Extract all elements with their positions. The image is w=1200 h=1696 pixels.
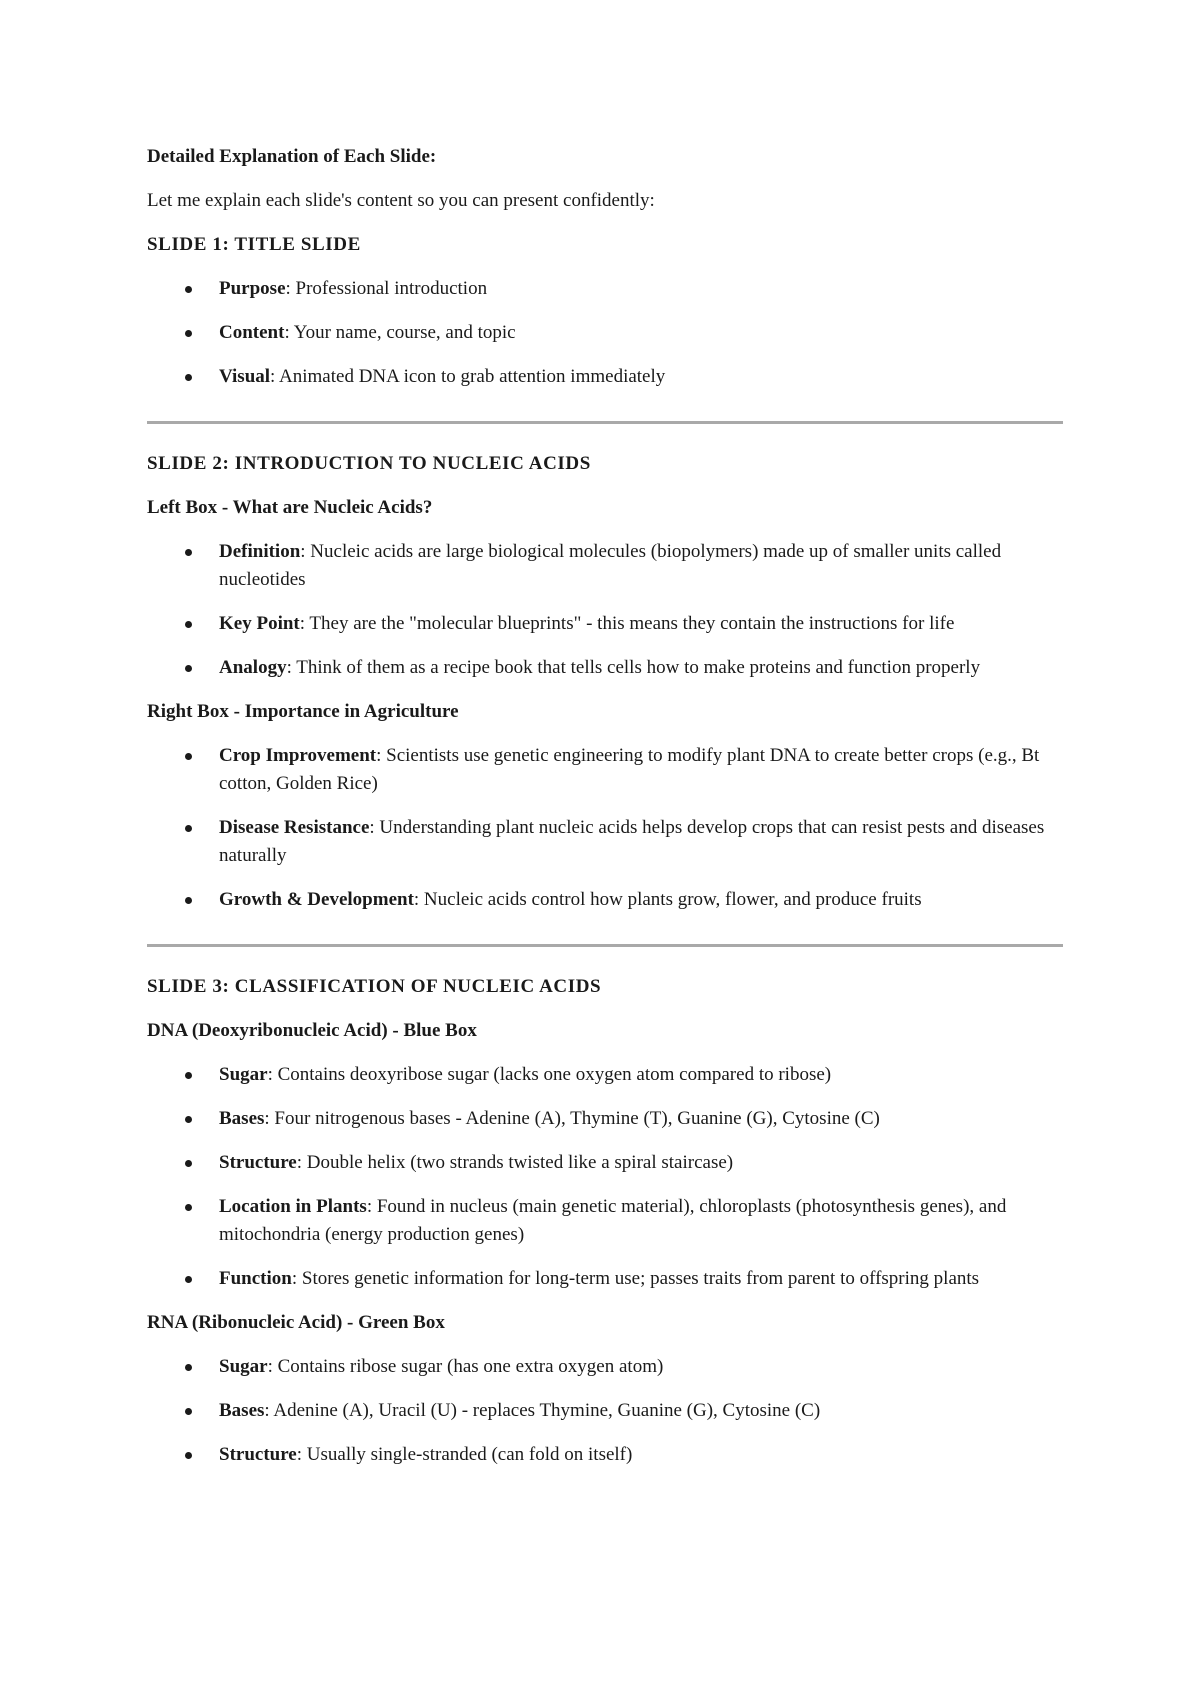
list-item [147,1105,1063,1133]
item-term: Structure [219,1152,297,1173]
bullet-icon [185,897,192,904]
item-text: : Understanding plant nucleic acids helps develop crops that can resist pests and diseases naturally [219,817,1045,866]
list-item [147,1193,1063,1249]
bullet-icon [185,753,192,760]
section-divider [147,421,1063,424]
item-text: : Adenine (A), Uracil (U) - replaces Thymine, Guanine (G), Cytosine (C) [264,1400,821,1421]
right-box-heading: Right Box - Importance in Agriculture [147,701,459,722]
item-text: : They are the "molecular blueprints" - this means they contain the instructions for life [299,613,955,634]
dna-box-heading: DNA (Deoxyribonucleic Acid) - Blue Box [147,1020,477,1041]
list-item [147,610,1063,638]
list-item [147,1061,1063,1089]
bullet-icon [185,825,192,832]
item-term: Definition [219,541,301,562]
item-text: : Professional introduction [285,278,488,299]
item-term: Function [219,1268,292,1289]
list-item [147,654,1063,682]
slide1-list [147,275,1063,391]
item-text: : Usually single-stranded (can fold on itself) [296,1444,633,1465]
item-term: Disease Resistance [219,817,370,838]
item-term: Visual [219,366,271,387]
bullet-icon [185,665,192,672]
slide2-heading: SLIDE 2: INTRODUCTION TO NUCLEIC ACIDS [147,453,591,474]
bullet-icon [185,1408,192,1415]
bullet-icon [185,330,192,337]
item-text: : Contains ribose sugar (has one extra oxygen atom) [267,1356,664,1377]
item-term: Location in Plants [219,1196,367,1217]
dna-box-list [147,1061,1063,1293]
list-item [147,814,1063,870]
list-item [147,1149,1063,1177]
bullet-icon [185,1116,192,1123]
item-term: Structure [219,1444,297,1465]
rna-box-list [147,1353,1063,1469]
left-box-list [147,538,1063,682]
item-term: Key Point [219,613,300,634]
bullet-icon [185,1364,192,1371]
item-term: Bases [219,1400,265,1421]
list-item [147,1353,1063,1381]
list-item [147,275,1063,303]
item-text: : Nucleic acids control how plants grow, flower, and produce fruits [413,889,922,910]
item-text: : Animated DNA icon to grab attention immediately [270,366,666,387]
item-term: Growth & Development [219,889,414,910]
item-text: : Think of them as a recipe book that tells cells how to make proteins and function properly [286,657,981,678]
item-text: : Contains deoxyribose sugar (lacks one oxygen atom compared to ribose) [267,1064,832,1085]
item-term: Purpose [219,278,286,299]
item-term: Content [219,322,285,343]
list-item [147,742,1063,798]
item-term: Sugar [219,1356,268,1377]
list-item [147,1441,1063,1469]
list-item [147,1265,1063,1293]
item-text: : Four nitrogenous bases - Adenine (A), Thymine (T), Guanine (G), Cytosine (C) [264,1108,880,1129]
item-text: : Stores genetic information for long-term use; passes traits from parent to offspring plants [291,1268,980,1289]
bullet-icon [185,1452,192,1459]
item-text: : Your name, course, and topic [284,322,516,343]
item-term: Analogy [219,657,287,678]
slide3-heading: SLIDE 3: CLASSIFICATION OF NUCLEIC ACIDS [147,976,602,997]
rna-box-heading: RNA (Ribonucleic Acid) - Green Box [147,1312,445,1333]
document-title: Detailed Explanation of Each Slide: [147,146,437,167]
slide1-heading: SLIDE 1: TITLE SLIDE [147,234,361,255]
bullet-icon [185,1204,192,1211]
document-intro: Let me explain each slide's content so you can present confidently: [147,190,655,211]
right-box-list [147,742,1063,914]
item-term: Bases [219,1108,265,1129]
bullet-icon [185,621,192,628]
item-text: : Scientists use genetic engineering to modify plant DNA to create better crops (e.g., Bt cotton, Golden Rice) [219,745,1040,794]
bullet-icon [185,1276,192,1283]
item-term: Crop Improvement [219,745,377,766]
item-term: Sugar [219,1064,268,1085]
list-item [147,1397,1063,1425]
item-text: : Nucleic acids are large biological molecules (biopolymers) made up of smaller units called nucleotides [219,541,1002,590]
list-item [147,319,1063,347]
item-text: : Found in nucleus (main genetic material), chloroplasts (photosynthesis genes), and mitochondria (energy production genes) [219,1196,1007,1245]
bullet-icon [185,549,192,556]
bullet-icon [185,286,192,293]
bullet-icon [185,1072,192,1079]
document-page [147,143,1063,1485]
section-divider [147,944,1063,947]
list-item [147,363,1063,391]
list-item [147,886,1063,914]
item-text: : Double helix (two strands twisted like a spiral staircase) [296,1152,734,1173]
bullet-icon [185,374,192,381]
left-box-heading: Left Box - What are Nucleic Acids? [147,497,433,518]
bullet-icon [185,1160,192,1167]
list-item [147,538,1063,594]
